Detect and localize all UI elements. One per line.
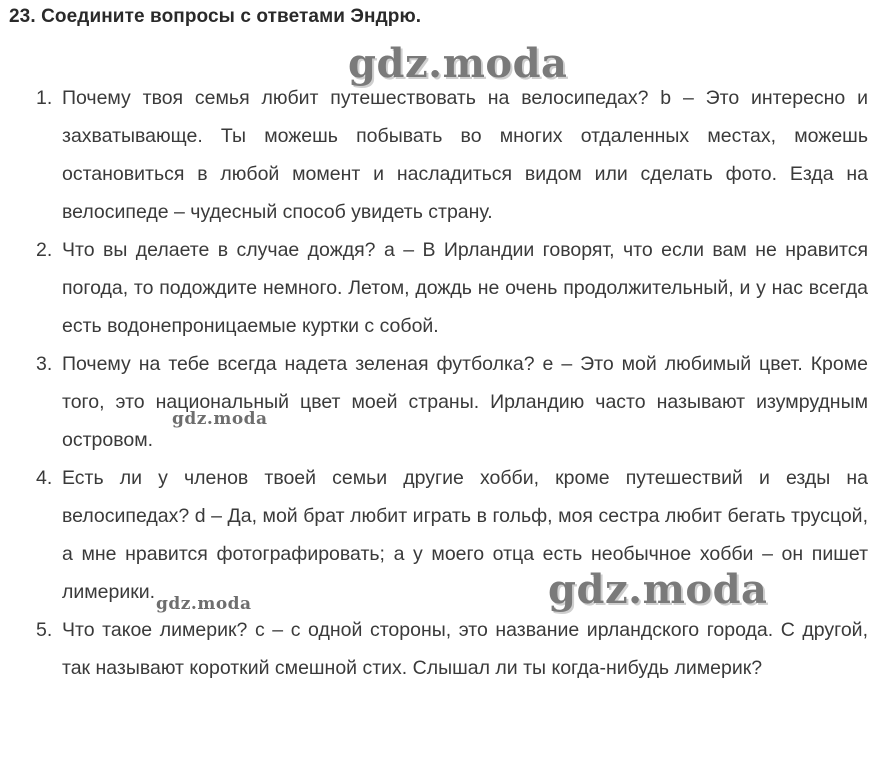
list-item	[36, 231, 868, 345]
item-text: Что такое лимерик? с – с одной стороны, это название ирландского города. С другой, так называют короткий смешной стих. Слышал ли ты когда-нибудь лимерик?	[62, 619, 868, 679]
item-text: Есть ли у членов твоей семьи другие хобби, кроме путешествий и езды на велосипедах? d – Да, мой брат любит играть в гольф, моя сестра любит бегать трусцой, а мне нравится фотографировать; а у моего отца есть необычное хобби – он пишет лимерики.	[62, 467, 868, 603]
list-item	[36, 345, 868, 459]
item-number: 4.	[36, 467, 53, 489]
list-item	[36, 611, 868, 687]
item-number: 5.	[36, 619, 53, 641]
watermark-small-mid: gdz.moda	[172, 409, 268, 429]
watermark-small-low: gdz.moda	[156, 594, 252, 614]
item-text: Почему на тебе всегда надета зеленая футболка? е – Это мой любимый цвет. Кроме того, это национальный цвет моей страны. Ирландию часто называют изумрудным островом.	[62, 353, 868, 451]
item-text: Что вы делаете в случае дождя? а – В Ирландии говорят, что если вам не нравится погода, то подождите немного. Летом, дождь не очень продолжительный, и у нас всегда есть водонепроницаемые куртки с собой.	[62, 239, 868, 337]
item-text: Почему твоя семья любит путешествовать на велосипедах? b – Это интересно и захватывающе. Ты можешь побывать во многих отдаленных местах, можешь остановиться в любой момент и насладиться видом или сделать фото. Езда на велосипеде – чудесный способ увидеть страну.	[62, 87, 868, 223]
item-number: 2.	[36, 239, 53, 261]
watermark-large-bottom: gdz.moda	[548, 566, 768, 613]
item-number: 1.	[36, 87, 53, 109]
watermark-large-top: gdz.moda	[348, 40, 568, 87]
exercise-title: 23. Соедините вопросы с ответами Эндрю.	[9, 6, 422, 27]
list-item	[36, 79, 868, 231]
item-number: 3.	[36, 353, 53, 375]
